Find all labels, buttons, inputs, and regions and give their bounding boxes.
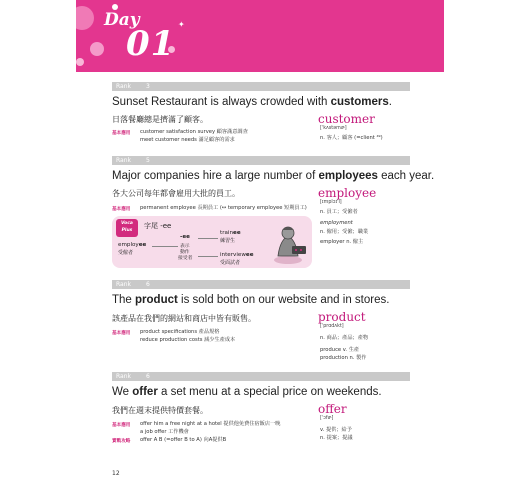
- sentence-translation: 日落餐廳總是擠滿了顧客。: [112, 115, 208, 124]
- rank-number: 6: [146, 373, 150, 380]
- rank-label: Rank: [116, 157, 131, 164]
- derived-word: produce v. 生產: [320, 347, 360, 353]
- decor-bubble: [76, 58, 84, 66]
- day-number: 01: [126, 24, 176, 64]
- usage-tag: 基本應用: [112, 331, 131, 336]
- mascot-illustration: [270, 222, 308, 266]
- rank-number: 5: [146, 157, 150, 164]
- definition: n. 提案；提議: [320, 435, 353, 441]
- rank-number: 6: [146, 281, 150, 288]
- suffix-center: -ee: [180, 234, 190, 240]
- headword: customer: [318, 112, 375, 126]
- day-banner: [76, 0, 444, 72]
- rank-label: Rank: [116, 281, 131, 288]
- rank-bar: [112, 82, 410, 91]
- suffix-meaning: 動作: [180, 250, 190, 255]
- headword: offer: [318, 402, 347, 416]
- definition: n. 員工；受僱者: [320, 209, 358, 215]
- usage-line: offer A B (=offer B to A) 向A提供B: [140, 437, 227, 443]
- decor-bubble: [90, 42, 104, 56]
- example-word-zh: 受面試者: [220, 260, 241, 266]
- usage-tag: 基本應用: [112, 131, 131, 136]
- usage-line: offer him a free night at a hotel 提供他免費住宿飯店一晚: [140, 421, 281, 427]
- pronunciation: [ɪmplɔɪˈi]: [320, 200, 342, 205]
- connector-line: [152, 246, 178, 247]
- example-word-interviewee: interviewee: [220, 252, 254, 258]
- suffix-meaning: 表示: [180, 244, 190, 249]
- usage-tag: 實戰攻略: [112, 439, 131, 444]
- suffix-title: 字尾 -ee: [144, 222, 172, 230]
- headword: product: [318, 310, 366, 324]
- usage-tag: 基本應用: [112, 423, 131, 428]
- headword: employee: [318, 186, 377, 200]
- rank-bar: [112, 156, 410, 165]
- connector-line: [198, 238, 218, 239]
- example-sentence: We offer a set menu at a special price on weekends.: [112, 386, 382, 398]
- example-sentence: Major companies hire a large number of employees each year.: [112, 170, 435, 182]
- page-number: 12: [112, 470, 120, 477]
- example-sentence: The product is sold both on our website and in stores.: [112, 294, 390, 306]
- voca-plus-box: [112, 216, 312, 268]
- derived-word: employer n. 僱主: [320, 239, 364, 245]
- day-label: Day: [104, 10, 140, 30]
- usage-line: permanent employee 長期員工 (↔ temporary employee 短期員工): [140, 205, 307, 211]
- voca-plus-badge: Voca Plus: [116, 219, 138, 237]
- usage-line: meet customer needs 滿足顧客的需求: [140, 137, 235, 143]
- example-sentence: Sunset Restaurant is always crowded with customers.: [112, 96, 392, 108]
- connector-line: [198, 256, 218, 257]
- decor-bubble: [76, 6, 94, 30]
- pronunciation: [ˈprɑdʌkt]: [320, 324, 344, 329]
- derived-word: employment: [320, 220, 353, 226]
- rank-bar: [112, 280, 410, 289]
- sentence-translation: 各大公司每年都會雇用大批的員工。: [112, 189, 240, 198]
- usage-line: product specifications 產品規格: [140, 329, 220, 335]
- usage-tag: 基本應用: [112, 207, 131, 212]
- pronunciation: [ˈkʌstəmɚ]: [320, 126, 347, 131]
- definition: v. 提供；給予: [320, 427, 352, 433]
- sentence-translation: 該產品在我們的網站和商店中皆有販售。: [112, 314, 256, 323]
- usage-line: customer satisfaction survey 顧客滿意調查: [140, 129, 248, 135]
- example-word-zh: 受僱者: [118, 250, 134, 256]
- rank-bar: [112, 372, 410, 381]
- definition: n. 僱用；受僱；職業: [320, 229, 369, 235]
- example-word-trainee: trainee: [220, 230, 241, 236]
- suffix-meaning: 接受者: [178, 256, 193, 261]
- definition: n. 商品；產品；產物: [320, 335, 369, 341]
- derived-word: production n. 製作: [320, 355, 367, 361]
- example-word-zh: 練習生: [220, 238, 236, 244]
- usage-line: a job offer 工作機會: [140, 429, 189, 435]
- usage-line: reduce production costs 減少生產成本: [140, 337, 236, 343]
- definition: n. 客人；顧客 (=client ⁴⁹): [320, 135, 383, 141]
- rank-label: Rank: [116, 373, 131, 380]
- rank-label: Rank: [116, 83, 131, 90]
- rank-number: 3: [146, 83, 150, 90]
- sparkle-icon: ✦: [178, 20, 185, 29]
- sentence-translation: 我們在週末提供特價套餐。: [112, 406, 208, 415]
- example-word-employee: employee: [118, 242, 147, 248]
- pronunciation: [ˈɔfɚ]: [320, 416, 334, 421]
